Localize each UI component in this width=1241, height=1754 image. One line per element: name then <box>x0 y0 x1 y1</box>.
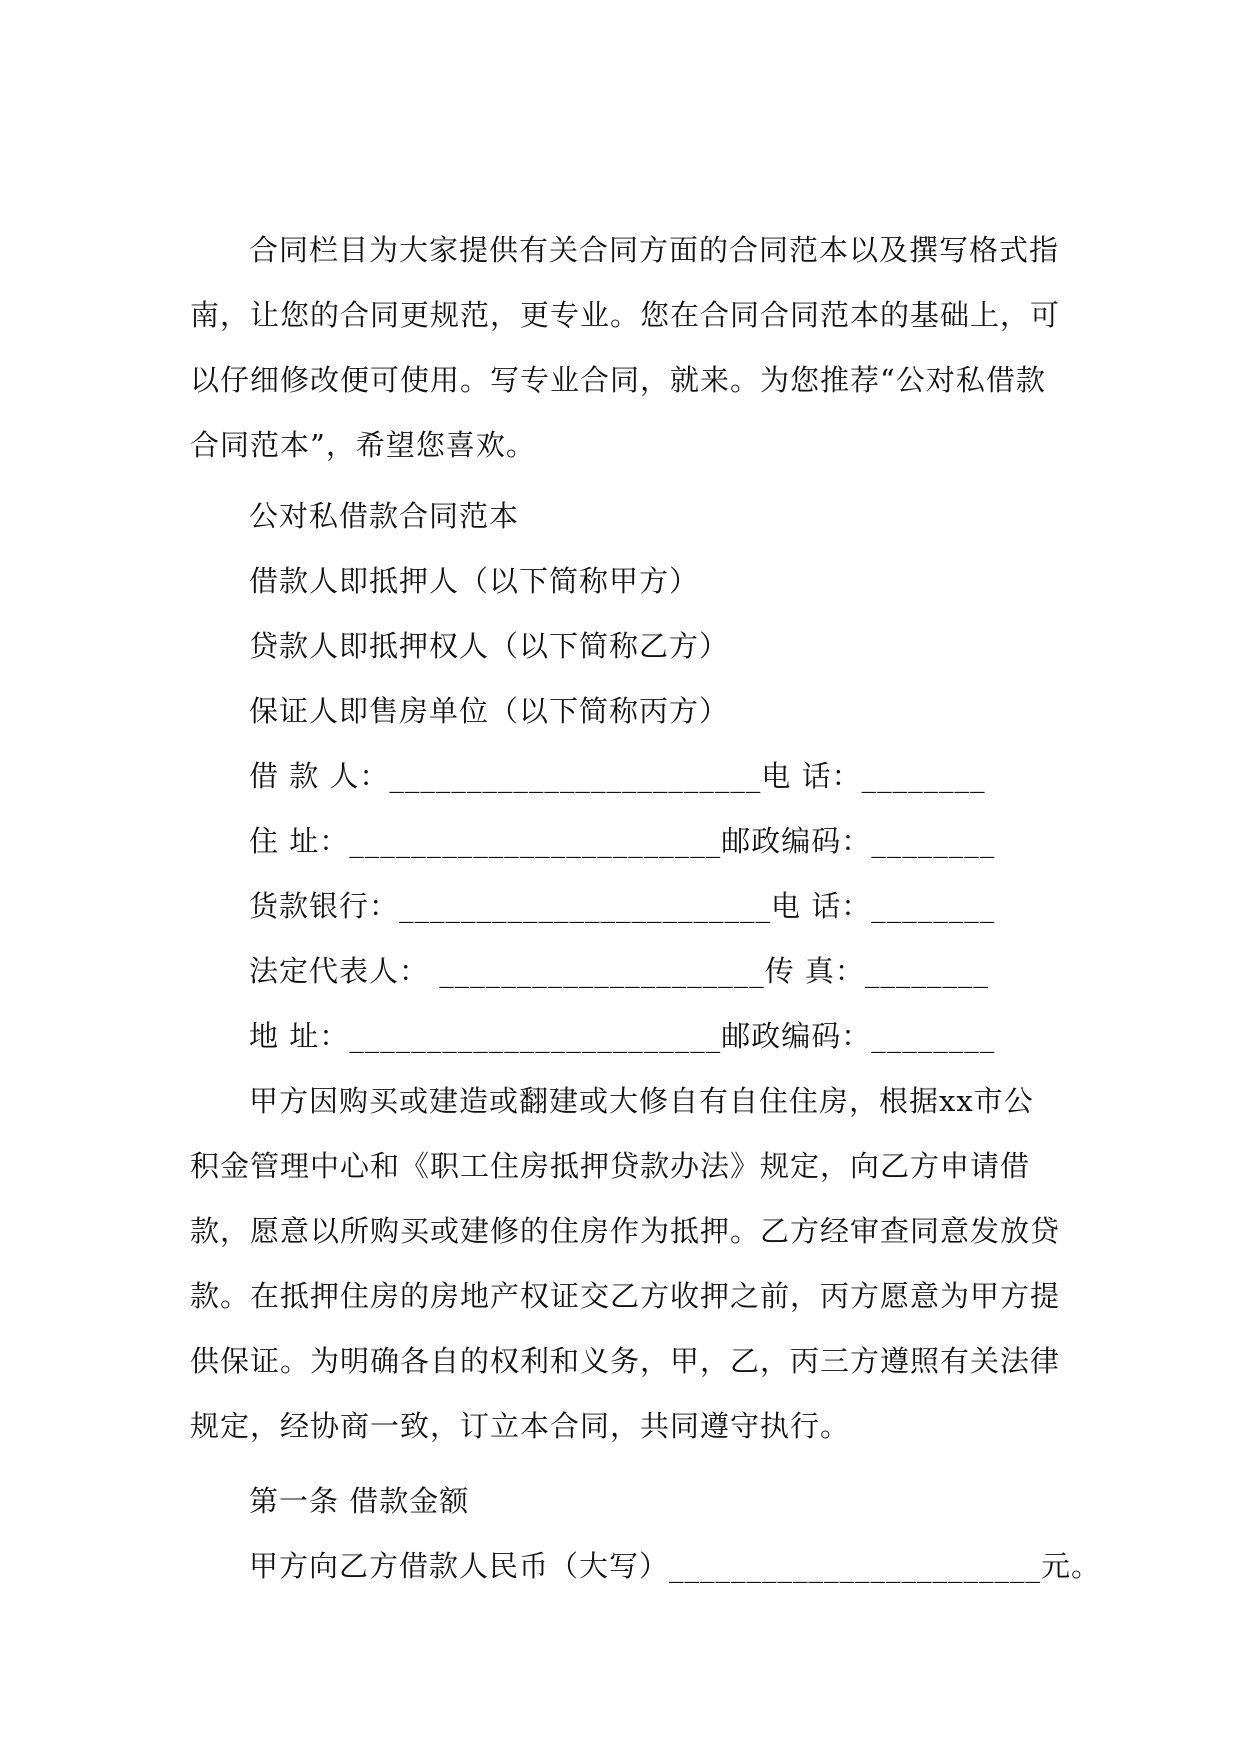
contract-body-paragraph: 甲方因购买或建造或翻建或大修自有自住住房，根据xx市公积金管理中心和《职工住房抵押贷款办法》规定，向乙方申请借款，愿意以所购买或建修的住房作为抵押。乙方经审查同意发放贷款。在抵押住房的房地产权证交乙方收押之前，丙方愿意为甲方提供保证。为明确各自的权利和义务，甲，乙，丙三方遵照有关法律规定，经协商一致，订立本合同，共同遵守执行。 <box>190 1084 1061 1443</box>
intro-paragraph: 合同栏目为大家提供有关合同方面的合同范本以及撰写格式指南，让您的合同更规范，更专业。您在合同合同范本的基础上，可以仔细修改便可使用。写专业合同，就来。为您推荐“公对私借款合同范本”，希望您喜欢。 <box>190 233 1061 462</box>
bank-phone-field: 货款银行：________________________电 话：________ <box>249 889 996 923</box>
legal-representative-fax-field: 法定代表人： _____________________传 真：________ <box>249 954 989 988</box>
party-a-line: 借款人即抵押人（以下简称甲方） <box>249 564 700 598</box>
location-postcode-field: 地 址：________________________邮政编码：________ <box>249 1019 996 1053</box>
contract-title: 公对私借款合同范本 <box>249 499 520 533</box>
address-postcode-field: 住 址：________________________邮政编码：________ <box>249 824 996 858</box>
loan-amount-line: 甲方向乙方借款人民币（大写）________________________元。 <box>249 1549 1102 1583</box>
party-b-line: 贷款人即抵押权人（以下简称乙方） <box>249 629 730 663</box>
borrower-phone-field: 借 款 人：________________________电 话：________ <box>249 759 986 793</box>
party-c-line: 保证人即售房单位（以下简称丙方） <box>249 694 730 728</box>
article-1-heading: 第一条 借款金额 <box>249 1484 470 1518</box>
